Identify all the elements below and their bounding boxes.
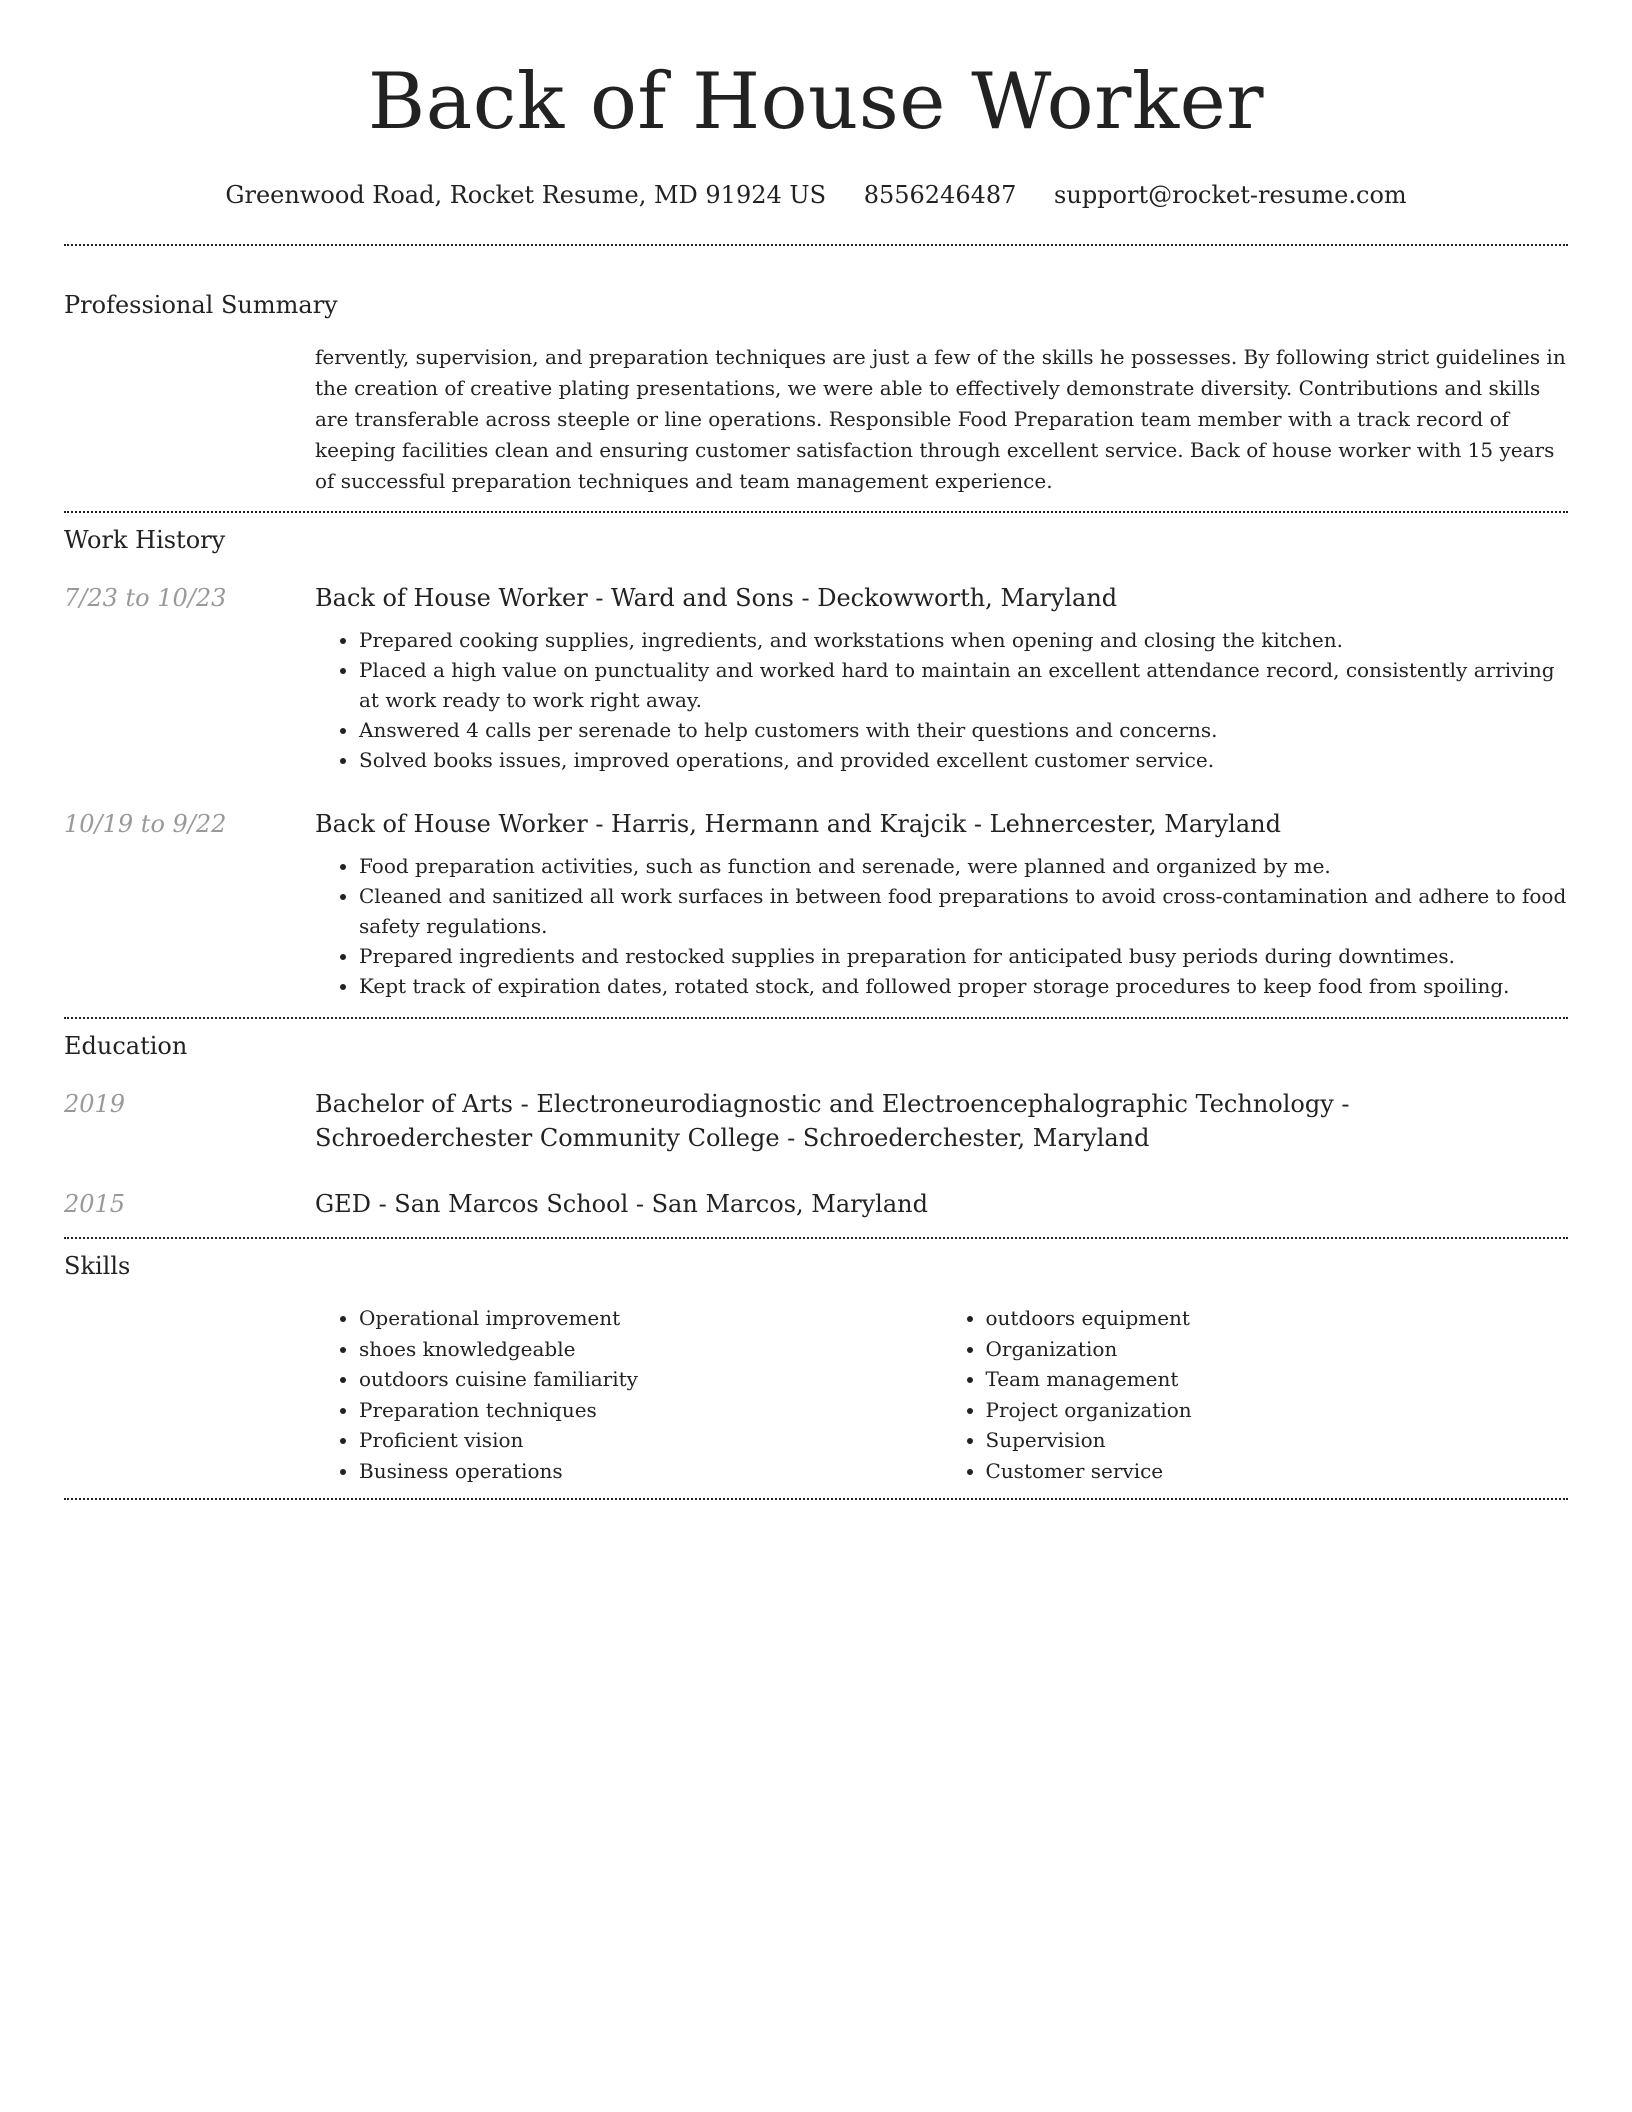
skill-item: • outdoors cuisine familiarity <box>359 1364 942 1395</box>
list-item: • Solved books issues, improved operations, and provided excellent customer service. <box>359 745 1568 775</box>
contact-line <box>64 180 1568 210</box>
summary-section <box>64 246 1568 497</box>
section-title-education: Education <box>64 1032 188 1060</box>
skill-item: • Supervision <box>986 1425 1569 1456</box>
skill-item: • shoes knowledgeable <box>359 1334 942 1365</box>
skill-item: • Team management <box>986 1364 1569 1395</box>
summary-text: fervently, supervision, and preparation techniques are just a few of the skills he possesses. By following strict guidelines in the creation of creative plating presentations, we were able to effectively demonstrate diversity. Contributions and skills are transferable across steeple or line operations. Responsible Food Preparation team member with a track record of keeping facilities clean and ensuring customer satisfaction through excellent service. Back of house worker with 15 years of successful preparation techniques and team management experience. <box>315 345 1566 493</box>
skill-item: • Operational improvement <box>359 1303 942 1334</box>
list-item: • Kept track of expiration dates, rotated stock, and followed proper storage procedures to keep food from spoiling. <box>359 971 1568 1001</box>
skill-item: • Organization <box>986 1334 1569 1365</box>
skills-column-left <box>315 1303 942 1486</box>
skill-item: • Customer service <box>986 1456 1569 1487</box>
list-item: • Placed a high value on punctuality and worked hard to maintain an excellent attendance record, consistently arriving at work ready to work right away. <box>359 655 1568 715</box>
resume-name: Back of House Worker <box>367 57 1265 147</box>
section-title-skills: Skills <box>64 1252 131 1280</box>
list-item: • Prepared ingredients and restocked supplies in preparation for anticipated busy periods during downtimes. <box>359 941 1568 971</box>
job-entry <box>64 807 1568 1001</box>
list-item: • Cleaned and sanitized all work surfaces in between food preparations to avoid cross-contamination and adhere to food safety regulations. <box>359 881 1568 941</box>
job-title: Back of House Worker - Ward and Sons - Deckowworth, Maryland <box>315 584 1118 612</box>
skill-item: • outdoors equipment <box>986 1303 1569 1334</box>
list-item: • Prepared cooking supplies, ingredients, and workstations when opening and closing the kitchen. <box>359 625 1568 655</box>
education-section <box>64 1019 1568 1221</box>
list-item: • Food preparation activities, such as function and serenade, were planned and organized by me. <box>359 851 1568 881</box>
education-text: GED - San Marcos School - San Marcos, Maryland <box>315 1190 928 1218</box>
contact-phone: 8556246487 <box>863 181 1017 209</box>
education-entry <box>64 1087 1568 1155</box>
contact-email: support@rocket-resume.com <box>1054 181 1407 209</box>
contact-address: Greenwood Road, Rocket Resume, MD 91924 US <box>225 181 827 209</box>
job-title: Back of House Worker - Harris, Hermann and Krajcik - Lehnercester, Maryland <box>315 810 1281 838</box>
job-bullets <box>315 851 1568 1001</box>
job-dates: 7/23 to 10/23 <box>64 584 227 612</box>
list-item: • Answered 4 calls per serenade to help customers with their questions and concerns. <box>359 715 1568 745</box>
education-year: 2019 <box>64 1090 126 1118</box>
job-bullets <box>315 625 1568 775</box>
work-section <box>64 513 1568 1001</box>
skills-list <box>315 1303 1568 1486</box>
job-dates: 10/19 to 9/22 <box>64 810 227 838</box>
skills-section <box>64 1239 1568 1486</box>
skill-item: • Preparation techniques <box>359 1395 942 1426</box>
education-year: 2015 <box>64 1190 126 1218</box>
skill-item: • Business operations <box>359 1456 942 1487</box>
section-title-work: Work History <box>64 526 226 554</box>
skill-item: • Proficient vision <box>359 1425 942 1456</box>
divider <box>64 1498 1568 1500</box>
education-entry <box>64 1187 1568 1221</box>
education-text: Bachelor of Arts - Electroneurodiagnostic and Electroencephalographic Technology - Schroederchester Community College - Schroederchester, Maryland <box>315 1090 1350 1152</box>
skill-item: • Project organization <box>986 1395 1569 1426</box>
job-entry <box>64 581 1568 775</box>
section-title-summary: Professional Summary <box>64 291 338 319</box>
skills-column-right <box>942 1303 1569 1486</box>
